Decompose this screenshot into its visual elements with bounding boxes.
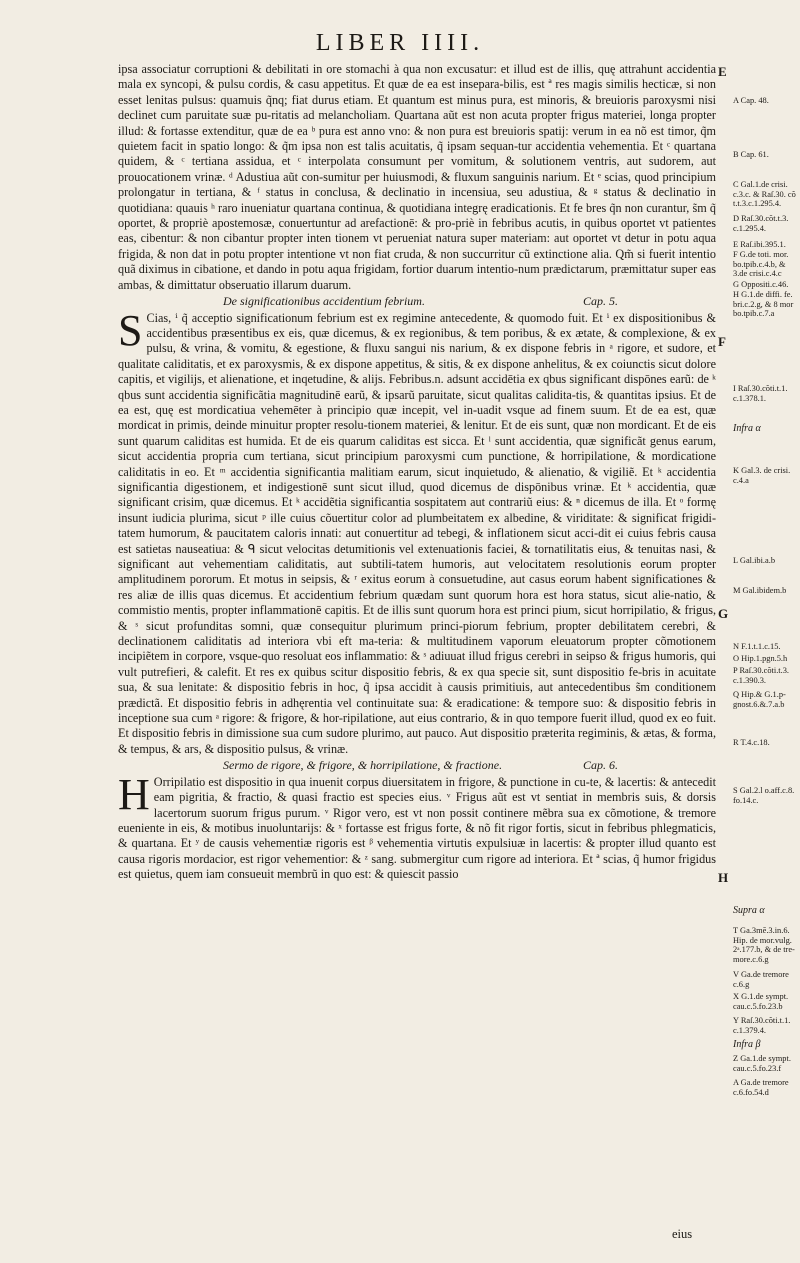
margin-note: B Cap. 61. <box>733 150 769 159</box>
margin-note: A Ga.de tremore c.6.fo.54.d <box>733 1078 789 1097</box>
paragraph-continuation: ipsa associatur corruptioni & debilitati in ore stomachi à qua non excusatur: et illud est de illis, quę attrahunt accidentia mala ex syncopi, & pulsu cordis, & casu appetitus. Et quæ de ea est insepara-bilis, est ª res magis similis hecticæ, si non esset lenitas pulsus: quamuis q̃nq; fiat durus etiam. Et quantum est minus pura, est minoris, & breuioris paroxysmi nisi declinet cum paruitate suæ pu-ritatis ad melancholiam. Quartana aũt est non acuta propter frigus materiei, longa propter illud: & fortasse extenditur, quæ de ea ᵇ pura est anno vno: & non pura est breuioris spatij: verum in ea nõ est timor, q̃m quietem facit in spatio longo: & q̃m ipsa non est talis acuitatis, q̃ ipsam sequan-tur accidentia vehementia. Et ᶜ quartana quidem, & ᶜ tertiana assidua, et ᶜ interpolata consumunt per vomitum, & solutionem ventris, aut sudorem, aut prouocationem vrinæ. ᵈ Adustiua aũt con-sumitur per huiusmodi, & fluxum sanguinis narium. Et ᵉ scias, quod principium prolongatur in tertiana, & ᶠ status in conclusa, & declinatio in incensiua, seu adustiua, & ᵍ status & declinatio in quotidiana: quauis ʰ raro inueniatur quartana continua, & quotidiana integrę eradicationis. Et fe bres q̃n non curantur, s̃m q̃ oportet, & propriè apostemosæ, conuertuntur ad arefactionē: & pro-priè in febribus acutis, in quibus oportet vt patientes eas, cibentur: & non cibantur propter inten tionem vt perueniat natura super materiam: aut oportet vt detur in potu aqua frigida, & non dat in potu propter intentione vt non fiat cruda, & non succurritur cũ extinctione alia. Qm̃ si fuerit intentio quã diximus in cibatione, et dando in potu aqua frigidam, fortior duarum intentio-num prædictarum, præmittatur super eas ambas, & dimittatur obseruatio illarum duarum. <box>118 62 716 292</box>
margin-note: G Oppositi.c.46. <box>733 280 789 289</box>
margin-note: E Raſ.ibi.395.1. <box>733 240 786 249</box>
chapter-5-heading <box>118 294 716 309</box>
chapter-5-text: Cias, ⁱ q̃ acceptio significationum febrium est ex regimine antecedente, & quomodo fuit. Et ⁱ ex dispositionibus & accidentibus præsentibus ex eis, quæ dicemus, & ex regionibus, & tem poribus, & ex ætate, & complexione, & ex pulsu, & vrina, & vomitu, & egestione, & fluxu sangui nis narium, & ex dispone febris in ᵃ rigore, et sudore, et qualitate caliditatis, et ex paroxysmis, & ex dispone appetitus, & sitis, & ex dispone anhelitus, & ex coiunctis sicut dolore capitis, et vigilijs, et alienatione, et inqetudine, & alijs. Febribus.n. adsunt accidētia ex qbus significant dispōnes earũ: de ᵏ qbus sunt accidentia significãtia magnitudinē earũ, & ipsarũ paruitate, sicut qualitas calidita-tis, & quantitas ipsius. Et de ea est, quę est mordicatiua vehemēter à principio quæ incepit, vel in-uadit vsque ad finem suum. Et de ea est, quæ mordicat in primis, deinde minuitur propter resolu-tionem materiei, & lenitur. Et de eis sunt, quæ non mordicant. Et de eis sunt quarum caliditas est humida. Et de eis quarum caliditas est sicca. Et ˡ sunt accidentia, quæ significãt genus earum, sicut accidentia propria cum tertiana, sicut principium paroxysmi cum punctione, & horripilatione, & mordicatione caliditatis in eo. Et ᵐ accidentia significantia malitiam earum, sicut inquietudo, & alienatio, & vigiliẽ. Et ᵏ accidentia significantia digestionem, et indigestionē sunt sicut illud, quod dicemus de dispōnibus vrinæ. Et ᵏ accidentia, quæ significant crisim, quæ dicemus. Et ᵏ accidẽtia significantia sospitatem aut contrariũ eius: & ⁿ dicemus de illa. Et ᵒ formę insunt iudicia plurima, sicut ᵖ ille cuius cõuertitur color ad plumbeitatem ex albedine, & viriditate: & significat frigidi-tatem humorum, & paucitatem caloris innati: aut conuertitur ad tebegi, & inflationem sicut acci-dit ei cuius febris causa est satietas nauseatiua: & ᑫ sicut velocitas detumitionis vel extenuationis faciei, & tornatilitatis eius, & tenuitas nasi, & significant aut vehementiam caliditatis, aut subtili-tatem humoris, aut velocitatem resolutionis eorum propter amplitudinem pororum. Et motus in seipsis, & ʳ exitus eorum à consuetudine, aut casus eorum habent significationes & res aliæ de illis quas dicemus. Et accidentium febrium quædam sunt quorum hora est hora status, sicut alie-natio, & commistio mentis, propter inflammationē capitis. Et de illis sunt quorum hora est princi pium, sicut horripilatio, & frigus, & ˢ sicut profunditas somni, quæ consequitur plurimum princi-piorum febrium, propter debilitatem cerebri, & declinationem caliditatis ad interiora vbi eft ma-teria: & multitudinem vaporum eleuatorum propter cõmotionem incipiẽtem in corpore, vsque-quo resoluat eos inflammatio: & ˢ adiuuat illud frigus cerebri in seipso & frigus humoris, qui vult putrefieri, & calefit. Et res ex quibus scitur dispositio febris, & ex qua specie sit, sunt dispositio fe-bris in acuitate sua, & sua lenitate: & dispositio febris in hoc, q̃ ipsa accidit à causis primitiuis, aut antecedentibus s̃m conditionem prædictã. Et dispositio febris in adhęrentia vel continuitate sua: & eradicatione: & tempore suo: & dispositio febris in inceptione sua cum ᵃ rigore: & frigore, & hor-ripilatione, aut eius contrario, & in quo tempore fuerit illud, quod ex eo fuit. Et dispositio febris in dimissione sua cum sudore plurimo, aut pauco. Aut dispositio præterita regiminis, & ætas, & forma, & tempus, & ars, & dispositio pulsus, & vrinæ. <box>118 310 716 756</box>
section-marker: F <box>718 334 726 349</box>
section-marker: H <box>718 870 729 885</box>
margin-note: D Raſ.30.cõt.t.3. c.1.295.4. <box>733 214 789 233</box>
chapter-6-paragraph <box>118 769 716 883</box>
margin-note: M Gal.ibidem.b <box>733 586 787 595</box>
margin-note: Z Ga.1.de sympt. cau.c.5.fo.23.f <box>733 1054 791 1073</box>
margin-note: K Gal.3. de crisi. c.4.a <box>733 466 791 485</box>
margin-note: Infra α <box>733 423 761 434</box>
margin-note: H G.1.de diffi. fe. bri.c.2.g, & 8 mor bo.tpib.c.7.a <box>733 290 794 319</box>
margin-note: X G.1.de sympt. cau.c.5.fo.23.b <box>733 992 789 1011</box>
margin-note: N F.1.t.1.c.15. <box>733 642 781 651</box>
main-text-column <box>118 62 716 883</box>
margin-note: C Gal.1.de crisi. c.3.c. & Raſ.30. cõ t.t.3.c.1.295.4. <box>733 180 796 209</box>
section-marker: G <box>718 606 729 621</box>
margin-note: V Ga.de tremore c.6.g <box>733 970 789 989</box>
margin-note: S Gal.2.l o.aff.c.8. fo.14.c. <box>733 786 795 805</box>
margin-note: Infra β <box>733 1039 761 1050</box>
catchword: eius <box>672 1227 693 1241</box>
chapter-5-number: Cap. 5. <box>583 294 619 309</box>
margin-note: Q Hip.& G.1.p-gnost.6.&.7.a.b <box>733 690 786 709</box>
chapter-5-dropcap: S <box>118 305 143 355</box>
margin-note: I Raſ.30.cõti.t.1. c.1.378.1. <box>733 384 788 403</box>
margin-note: T Ga.3mē.3.in.6. Hip. de mor.vulg. 2ᵃ.177.b, & de tre-more.c.6.g <box>733 926 795 964</box>
chapter-6-heading <box>118 758 716 773</box>
chapter-5-paragraph <box>118 305 716 758</box>
margin-note: O Hip.1.pgn.5.h <box>733 654 788 663</box>
margin-note: Supra α <box>733 905 765 916</box>
margin-note: R T.4.c.18. <box>733 738 770 747</box>
margin-note: A Cap. 48. <box>733 96 769 105</box>
chapter-6-title: Sermo de rigore, & frigore, & horripilatione, & fractione. <box>223 758 503 773</box>
margin-note: F G.de toti. mor. bo.tpib.c.4.b, & 3.de crisi.c.4.c <box>733 250 789 279</box>
chapter-5-title: De significationibus accidentium febrium. <box>223 294 425 309</box>
chapter-6-number: Cap. 6. <box>583 758 619 773</box>
chapter-6-text: Orripilatio est dispositio in qua inuenit corpus diuersitatem in frigore, & punctione in cu-te, & lacertis: & antecedit eam pigritia, & fractio, & quasi fractio est species eius. ᵛ Frigus aũt est vt sentiat in membris suis, & dorsis lacertorum suorum frigus purum. ᵛ Rigor vero, est vt non possit continere mẽbra sua ex cõmotione, & tremore eueniente in eis, & motibus inuoluntarijs: & ˣ fortasse est frigus forte, & nõ fit rigor fortis, sicut in febribus phlegmaticis, & quartana. Et ʸ de causis vehementiæ rigoris est ᵝ vehementia virtutis expulsiuæ in lacertis: & propter illud quanto est causa rigoris mordacior, est rigor vehementior: & ᶻ sang. submergitur cum rigore ad interiora. Et ª scias, q̃ humor frigidus est quietus, quem iam consueuit membrũ in quo est: & quiescit passio <box>118 774 716 882</box>
running-header: LIBER IIII. <box>315 30 485 56</box>
margin-note: P Raſ.30.cõti.t.3. c.1.390.3. <box>733 666 789 685</box>
margin-note: Y Raſ.30.cõti.t.1. c.1.379.4. <box>733 1016 791 1035</box>
margin-note: L Gal.ibi.a.b <box>733 556 776 565</box>
chapter-6-dropcap: H <box>118 769 150 819</box>
section-marker: E <box>718 64 727 79</box>
